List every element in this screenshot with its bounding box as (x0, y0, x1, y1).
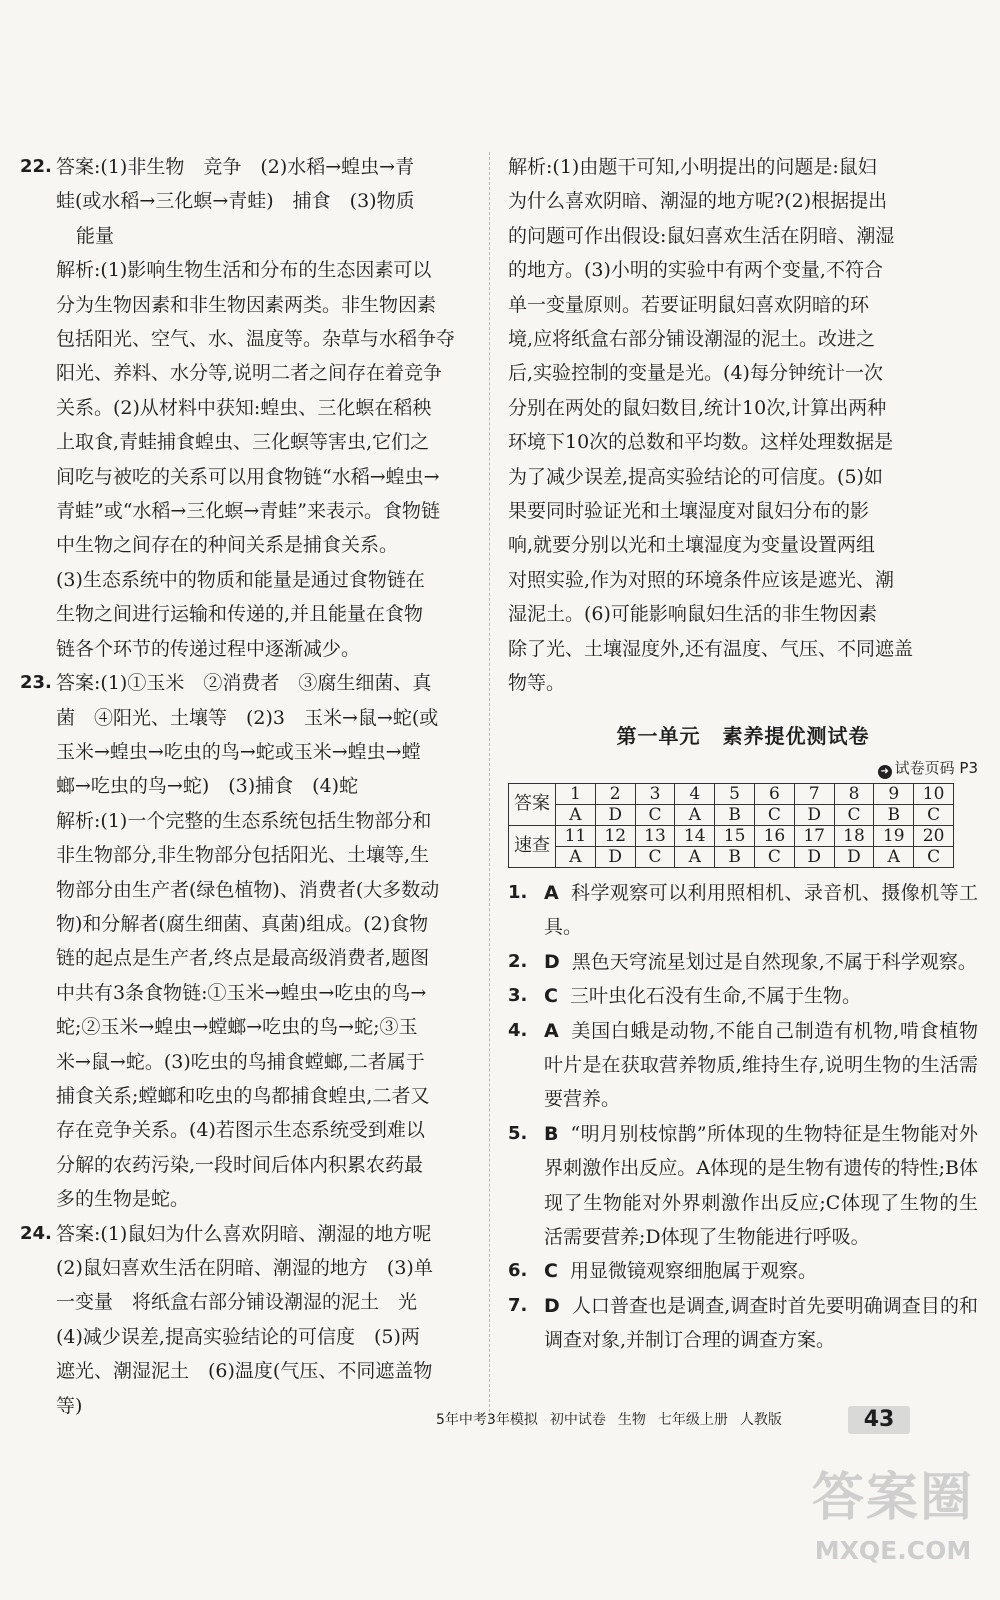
mc-answer-4 (508, 1014, 978, 1117)
answer-key: A (544, 881, 559, 904)
answer-cell: C (834, 804, 874, 825)
answer-line: 答案:(1)非生物 竞争 (2)水稻→蝗虫→青 (56, 156, 415, 178)
explanation-text: 用显微镜观察细胞属于观察。 (569, 1260, 817, 1283)
analysis-line: 境,应将纸盒右部分铺设潮湿的泥土。改进之 (508, 328, 876, 351)
page-number: 43 (848, 1406, 910, 1434)
mc-answer-1 (508, 876, 978, 945)
section-title (508, 719, 978, 753)
answer-line: 答案:(1)①玉米 ②消费者 ③腐生细菌、真 (56, 672, 432, 695)
answer-cell: D (595, 804, 635, 825)
section-title-unit: 第一单元 (616, 723, 701, 748)
answer-line: (4)减少误差,提高实验结论的可信度 (5)两 (56, 1325, 420, 1348)
right-column (508, 150, 978, 1358)
analysis-line: 物等。 (508, 672, 566, 695)
left-column (20, 150, 475, 1423)
table-row (509, 846, 954, 867)
mc-answer-7 (508, 1289, 978, 1358)
analysis-line: 除了光、土壤湿度外,还有温度、气压、不同遮盖 (508, 637, 914, 660)
answer-line: 玉米→蝗虫→吃虫的鸟→蛇或玉米→蝗虫→螳 (56, 740, 421, 763)
question-number-cell: 17 (794, 825, 834, 846)
question-number-cell: 6 (754, 783, 794, 804)
column-divider (489, 152, 490, 1422)
answer-cell: C (635, 846, 675, 867)
question-number-cell: 11 (556, 825, 596, 846)
page-ref-text: 试卷页码 P3 (894, 758, 978, 777)
answer-line: 一变量 将纸盒右部分铺设潮湿的泥土 光 (56, 1291, 418, 1314)
analysis-line: 果要同时验证光和土壤湿度对鼠妇分布的影 (508, 500, 870, 523)
section-title-name: 素养提优测试卷 (722, 723, 870, 748)
question-number-cell: 4 (675, 783, 715, 804)
mc-answer-2 (508, 945, 978, 979)
answer-quick-check-table (508, 783, 954, 868)
answer-line: 能量 (76, 224, 115, 247)
question-number: 1. (508, 881, 528, 903)
answer-line: (2)鼠妇喜欢生活在阴暗、潮湿的地方 (3)单 (56, 1257, 433, 1279)
footer-type: 初中试卷 (549, 1412, 606, 1428)
question-number-cell: 14 (675, 825, 715, 846)
analysis-line: 蛇;②玉米→蝗虫→螳螂→吃虫的鸟→蛇;③玉 (56, 1016, 418, 1039)
analysis-line: 解析:(1)一个完整的生态系统包括生物部分和 (56, 809, 432, 832)
question-number-cell: 15 (715, 825, 755, 846)
analysis-line: 为什么喜欢阴暗、潮湿的地方呢?(2)根据提出 (508, 190, 888, 213)
analysis-line: 存在竞争关系。(4)若图示生态系统受到难以 (56, 1119, 425, 1142)
question-number-cell: 10 (914, 783, 954, 804)
mc-answer-5 (508, 1117, 978, 1255)
answer-cell: A (556, 846, 596, 867)
answer-key: D (544, 950, 560, 973)
analysis-line: 关系。(2)从材料中获知:蝗虫、三化螟在稻秧 (56, 396, 432, 419)
explanation-text: 人口普查也是调查,调查时首先要明确调查目的和调查对象,并制订合理的调查方案。 (544, 1294, 978, 1352)
answer-line: 蛙(或水稻→三化螟→青蛙) 捕食 (3)物质 (56, 190, 415, 213)
analysis-line: 湿泥土。(6)可能影响鼠妇生活的非生物因素 (508, 603, 877, 626)
table-row (509, 783, 954, 804)
answer-cell: C (914, 804, 954, 825)
page-footer (436, 1404, 916, 1434)
answer-cell: C (754, 804, 794, 825)
question-number: 3. (508, 985, 528, 1007)
paper-page-reference (508, 757, 978, 779)
answer-key: A (544, 1019, 559, 1042)
answer-key: D (544, 1294, 560, 1317)
question-number-cell: 3 (635, 783, 675, 804)
table-header-answer: 答案 (509, 783, 556, 825)
table-header-quick-check: 速查 (509, 825, 556, 867)
question-number: 4. (508, 1019, 528, 1041)
explanation-text: “明月别枝惊鹊”所体现的生物特征是生物能对外界刺激作出反应。A体现的是生物有遗传的特性;B体现了生物能对外界刺激作出反应;C体现了生物的生活需要营养;D体现了生物能进行呼吸。 (544, 1122, 978, 1248)
answer-cell: D (834, 846, 874, 867)
analysis-line: (3)生态系统中的物质和能量是通过食物链在 (56, 568, 425, 591)
analysis-line: 对照实验,作为对照的环境条件应该是遮光、潮 (508, 568, 895, 591)
table-row (509, 804, 954, 825)
question-number-cell: 19 (874, 825, 914, 846)
answer-line: 遮光、潮湿泥土 (6)温度(气压、不同遮盖物 (56, 1360, 433, 1383)
footer-subject: 生物 (617, 1412, 646, 1428)
analysis-line: 捕食关系;螳螂和吃虫的鸟都捕食蝗虫,二者又 (56, 1084, 430, 1107)
question-number-cell: 18 (834, 825, 874, 846)
question-number: 6. (508, 1260, 528, 1282)
explanation-text: 科学观察可以利用照相机、录音机、摄像机等工具。 (544, 881, 978, 939)
question-number: 22. (20, 156, 52, 177)
answer-cell: A (675, 804, 715, 825)
analysis-line: 上取食,青蛙捕食蝗虫、三化螟等害虫,它们之 (56, 431, 430, 454)
answer-cell: A (675, 846, 715, 867)
question-number-cell: 5 (715, 783, 755, 804)
answer-key: C (544, 985, 558, 1008)
analysis-line: 解析:(1)影响生物生活和分布的生态因素可以 (56, 259, 432, 282)
answer-cell: C (754, 846, 794, 867)
watermark-url: MXQE.COM (814, 1536, 972, 1565)
answer-cell: B (874, 804, 914, 825)
watermark-text: 答案圈 (811, 1468, 974, 1528)
footer-series: 5年中考3年模拟 (436, 1412, 538, 1428)
analysis-line: 多的生物是蛇。 (56, 1188, 190, 1211)
analysis-line: 解析:(1)由题干可知,小明提出的问题是:鼠妇 (508, 156, 877, 178)
analysis-line: 分为生物因素和非生物因素两类。非生物因素 (56, 293, 437, 316)
question-number-cell: 8 (834, 783, 874, 804)
analysis-line: 间吃与被吃的关系可以用食物链“水稻→蝗虫→ (56, 465, 440, 488)
question-number: 2. (508, 950, 528, 972)
answer-cell: D (794, 846, 834, 867)
answer-cell: A (556, 804, 596, 825)
question-22 (20, 150, 475, 184)
answer-cell: B (715, 846, 755, 867)
analysis-line: 包括阳光、空气、水、温度等。杂草与水稻争夺 (56, 328, 456, 351)
table-row (509, 825, 954, 846)
explanation-text: 黑色天穹流星划过是自然现象,不属于科学观察。 (571, 950, 977, 973)
question-number: 23. (20, 672, 52, 694)
analysis-line: 环境下10次的总数和平均数。这样处理数据是 (508, 431, 894, 454)
explanation-text: 三叶虫化石没有生命,不属于生物。 (569, 985, 861, 1008)
analysis-line: 链的起点是生产者,终点是最高级消费者,题图 (56, 947, 430, 970)
analysis-line: 米→鼠→蛇。(3)吃虫的鸟捕食螳螂,二者属于 (56, 1050, 425, 1073)
answer-cell: A (874, 846, 914, 867)
analysis-line: 后,实验控制的变量是光。(4)每分钟统计一次 (508, 362, 883, 385)
arrow-right-icon: ➜ (878, 765, 892, 779)
answer-line: 等) (56, 1394, 83, 1417)
analysis-line: 的地方。(3)小明的实验中有两个变量,不符合 (508, 259, 883, 282)
analysis-line: 青蛙”或“水稻→三化螟→青蛙”来表示。食物链 (56, 500, 440, 523)
question-number: 5. (508, 1122, 528, 1144)
analysis-line: 分解的农药污染,一段时间后体内积累农药最 (56, 1153, 424, 1176)
footer-edition: 人教版 (739, 1412, 782, 1428)
analysis-line: 生物之间进行运输和传递的,并且能量在食物 (56, 603, 424, 626)
answer-line: 答案:(1)鼠妇为什么喜欢阴暗、潮湿的地方呢 (56, 1222, 432, 1245)
answer-cell: D (595, 846, 635, 867)
question-number-cell: 16 (754, 825, 794, 846)
footer-grade: 七年级上册 (657, 1412, 728, 1428)
analysis-line: 非生物部分,非生物部分包括阳光、土壤等,生 (56, 844, 430, 867)
question-24 (20, 1217, 475, 1251)
analysis-line: 中共有3条食物链:①玉米→蝗虫→吃虫的鸟→ (56, 981, 427, 1004)
question-number-cell: 2 (595, 783, 635, 804)
question-number-cell: 9 (874, 783, 914, 804)
analysis-line: 单一变量原则。若要证明鼠妇喜欢阴暗的环 (508, 293, 870, 316)
answer-line: 螂→吃虫的鸟→蛇) (3)捕食 (4)蛇 (56, 775, 359, 798)
answer-key: C (544, 1260, 558, 1283)
question-number: 24. (20, 1222, 52, 1244)
analysis-line: 链各个环节的传递过程中逐渐减少。 (56, 637, 361, 660)
question-number-cell: 12 (595, 825, 635, 846)
answer-cell: C (635, 804, 675, 825)
explanation-text: 美国白蛾是动物,不能自己制造有机物,啃食植物叶片是在获取营养物质,维持生存,说明生物的生活需要营养。 (544, 1019, 978, 1111)
question-number-cell: 1 (556, 783, 596, 804)
analysis-line: 分别在两处的鼠妇数目,统计10次,计算出两种 (508, 396, 887, 419)
analysis-line: 响,就要分别以光和土壤湿度为变量设置两组 (508, 534, 876, 557)
question-number: 7. (508, 1294, 528, 1316)
question-number-cell: 7 (794, 783, 834, 804)
watermark-logo (808, 1460, 978, 1590)
question-number-cell: 20 (914, 825, 954, 846)
analysis-line: 物部分由生产者(绿色植物)、消费者(大多数动 (56, 878, 440, 901)
mc-answer-3 (508, 979, 978, 1013)
answer-cell: B (715, 804, 755, 825)
answer-cell: C (914, 846, 954, 867)
analysis-line: 为了减少误差,提高实验结论的可信度。(5)如 (508, 465, 883, 488)
answer-cell: D (794, 804, 834, 825)
analysis-line: 中生物之间存在的种间关系是捕食关系。 (56, 534, 399, 557)
question-23 (20, 666, 475, 700)
answer-key: B (544, 1122, 559, 1145)
answer-line: 菌 ④阳光、土壤等 (2)3 玉米→鼠→蛇(或 (56, 706, 439, 729)
question-number-cell: 13 (635, 825, 675, 846)
mc-answer-6 (508, 1254, 978, 1288)
analysis-line: 的问题可作出假设:鼠妇喜欢生活在阴暗、潮湿 (508, 224, 895, 247)
analysis-line: 阳光、养料、水分等,说明二者之间存在着竞争 (56, 362, 443, 385)
analysis-line: 物)和分解者(腐生细菌、真菌)组成。(2)食物 (56, 912, 429, 935)
